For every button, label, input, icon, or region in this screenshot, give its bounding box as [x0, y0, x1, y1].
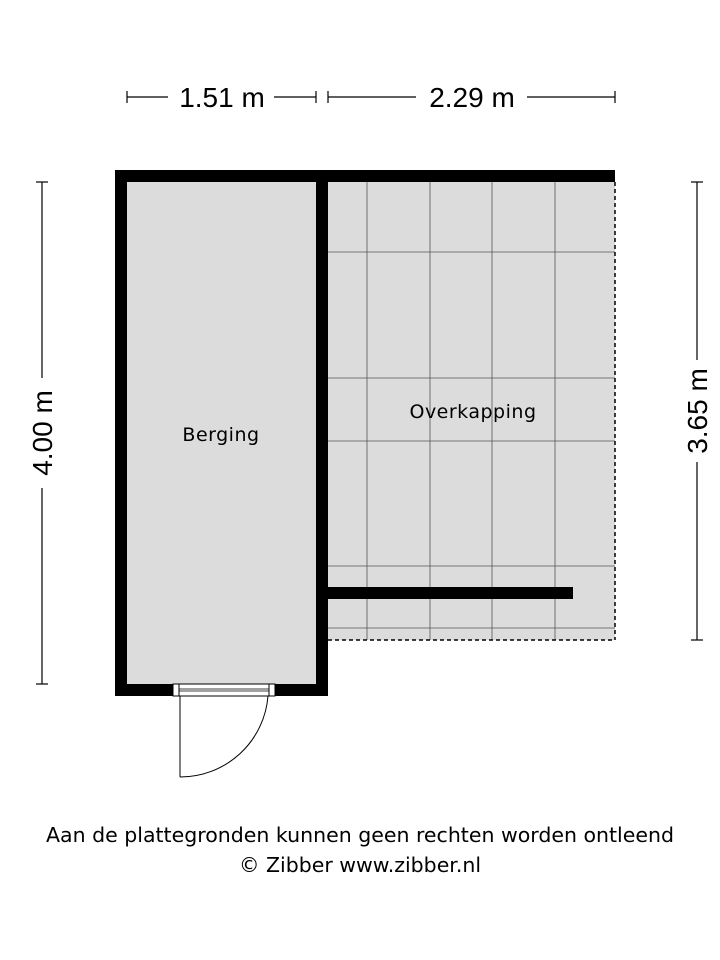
door-swing: [180, 696, 268, 777]
door-frame: [173, 684, 275, 696]
room-label-berging: Berging: [182, 424, 260, 446]
wall-left: [115, 170, 127, 696]
dimension-right: 3.65 m: [682, 368, 713, 454]
dimension-top-left: 1.51 m: [179, 82, 265, 113]
wall-middle: [316, 170, 328, 696]
copyright-text: © Zibber www.zibber.nl: [238, 853, 482, 877]
dimension-left: 4.00 m: [27, 390, 58, 476]
door: [173, 684, 275, 777]
disclaimer-text: Aan de plattegronden kunnen geen rechten worden ontleend: [46, 823, 674, 847]
dimension-top-right: 2.29 m: [429, 82, 515, 113]
wall-top: [115, 170, 615, 182]
wall-interior: [328, 587, 573, 599]
wall-bottom-right: [275, 684, 328, 696]
wall-bottom-left: [115, 684, 173, 696]
room-label-overkapping: Overkapping: [409, 401, 537, 423]
